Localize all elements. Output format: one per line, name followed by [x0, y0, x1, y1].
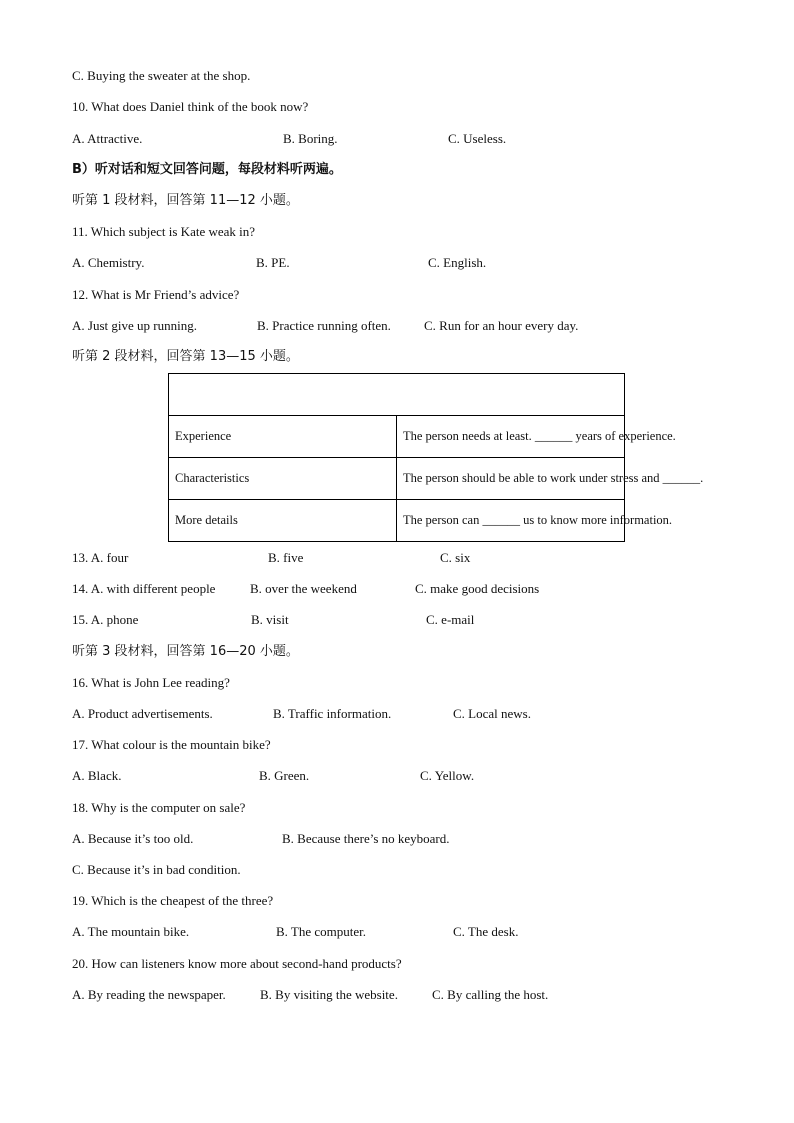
q18-question: 18. Why is the computer on sale?	[72, 800, 246, 815]
q11-option-a: A. Chemistry.	[72, 255, 145, 270]
job-info-table	[168, 373, 704, 542]
q10-option-a: A. Attractive.	[72, 131, 143, 146]
table-header	[169, 374, 625, 416]
q10-option-c: C. Useless.	[448, 131, 507, 146]
q13-option-b: B. five	[268, 550, 304, 565]
q12-option-c: C. Run for an hour every day.	[424, 318, 579, 333]
q19-question: 19. Which is the cheapest of the three?	[72, 893, 274, 908]
q16-option-a: A. Product advertisements.	[72, 706, 213, 721]
q14-option-c: C. make good decisions	[415, 581, 540, 596]
q11-option-b: B. PE.	[256, 255, 290, 270]
q18-option-c: C. Because it’s in bad condition.	[72, 862, 241, 877]
q13-option-c: C. six	[440, 550, 471, 565]
row-label-experience: Experience	[169, 416, 397, 458]
part2-instruction: 听第 2 段材料，回答第 13—15 小题。	[72, 349, 299, 364]
q17-option-c: C. Yellow.	[420, 768, 475, 783]
row-content-characteristics: The person should be able to work under stress and ______.	[397, 458, 625, 500]
q15-option-c: C. e-mail	[426, 612, 475, 627]
q20-option-a: A. By reading the newspaper.	[72, 987, 226, 1002]
q16-question: 16. What is John Lee reading?	[72, 675, 230, 690]
section-b-heading: B）听对话和短文回答问题，每段材料听两遍。	[72, 162, 342, 177]
q14-option-b: B. over the weekend	[250, 581, 357, 596]
table-row	[169, 458, 625, 500]
q15-option-b: B. visit	[251, 612, 289, 627]
q13-option-a: 13. A. four	[72, 550, 129, 565]
q17-option-b: B. Green.	[259, 768, 310, 783]
q20-option-b: B. By visiting the website.	[260, 987, 398, 1002]
q11-option-c: C. English.	[428, 255, 487, 270]
q16-option-c: C. Local news.	[453, 706, 531, 721]
q10-question: 10. What does Daniel think of the book now?	[72, 99, 309, 114]
q11-question: 11. Which subject is Kate weak in?	[72, 224, 256, 239]
q17-question: 17. What colour is the mountain bike?	[72, 737, 271, 752]
q9-option-c: C. Buying the sweater at the shop.	[72, 68, 251, 83]
q20-option-c: C. By calling the host.	[432, 987, 549, 1002]
q19-option-a: A. The mountain bike.	[72, 924, 190, 939]
q18-option-a: A. Because it’s too old.	[72, 831, 194, 846]
q15-option-a: 15. A. phone	[72, 612, 139, 627]
q16-option-b: B. Traffic information.	[273, 706, 392, 721]
q12-question: 12. What is Mr Friend’s advice?	[72, 287, 240, 302]
q12-option-a: A. Just give up running.	[72, 318, 197, 333]
row-label-more-details: More details	[169, 500, 397, 542]
q10-option-b: B. Boring.	[283, 131, 338, 146]
table-row	[169, 500, 625, 542]
q18-option-b: B. Because there’s no keyboard.	[282, 831, 450, 846]
q14-option-a: 14. A. with different people	[72, 581, 216, 596]
part1-instruction: 听第 1 段材料，回答第 11—12 小题。	[72, 193, 299, 208]
row-content-experience: The person needs at least. ______ years of experience.	[397, 416, 625, 458]
q19-option-c: C. The desk.	[453, 924, 519, 939]
q19-option-b: B. The computer.	[276, 924, 367, 939]
row-content-more-details: The person can ______ us to know more information.	[397, 500, 625, 542]
q17-option-a: A. Black.	[72, 768, 122, 783]
part3-instruction: 听第 3 段材料，回答第 16—20 小题。	[72, 644, 299, 659]
table-row	[169, 416, 625, 458]
q20-question: 20. How can listeners know more about second-hand products?	[72, 956, 402, 971]
q12-option-b: B. Practice running often.	[257, 318, 391, 333]
row-label-characteristics: Characteristics	[169, 458, 397, 500]
